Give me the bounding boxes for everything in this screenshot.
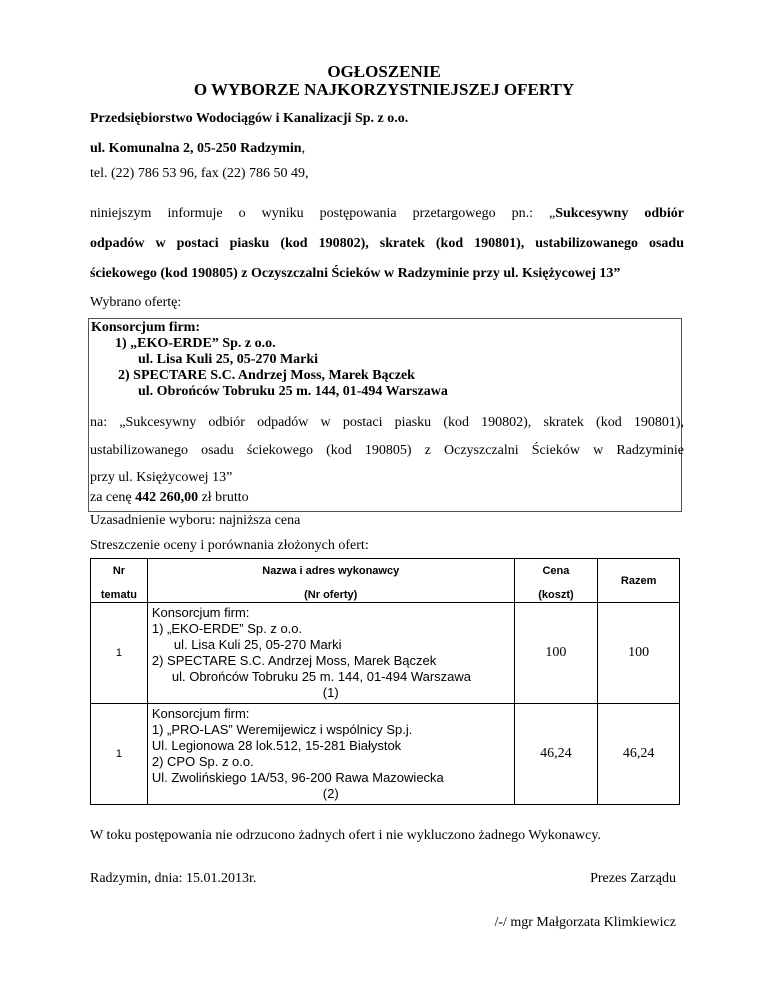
header-nr-line2: tematu	[100, 588, 137, 601]
header-name-line2: (Nr oferty)	[304, 588, 358, 601]
consortium-label: Konsorcjum firm:	[91, 320, 200, 335]
intro-line1	[90, 206, 684, 222]
comparison-table	[90, 558, 680, 805]
offer-desc-line2: ustabilizowanego osadu ściekowego (kod 190805) z Oczyszczalni Ścieków w Radzyminie	[90, 443, 684, 458]
row-price: 100	[514, 603, 598, 704]
place-date: Radzymin, dnia: 15.01.2013r.	[90, 871, 257, 886]
issuer-contact: tel. (22) 786 53 96, fax (22) 786 50 49,	[90, 166, 309, 181]
header-price-line2: (koszt)	[538, 588, 574, 601]
no-rejections-note: W toku postępowania nie odrzucono żadnych ofert i nie wykluczono żadnego Wykonawcy.	[90, 828, 601, 843]
issuer-name: Przedsiębiorstwo Wodociągów i Kanalizacji Sp. z o.o.	[90, 111, 409, 126]
offer-desc-line3: przy ul. Księżycowej 13”	[90, 470, 233, 485]
row-line: ul. Obrońców Tobruku 25 m. 144, 01-494 Warszawa	[171, 669, 472, 684]
issuer-address-suffix: ,	[301, 141, 306, 156]
row-total: 100	[598, 603, 680, 704]
intro-line2: odpadów w postaci piasku (kod 190802), skratek (kod 190801), ustabilizowanego osadu	[90, 236, 684, 251]
row-contractor	[147, 603, 514, 704]
row-line: Ul. Zwolińskiego 1A/53, 96-200 Rawa Mazowiecka	[151, 770, 444, 785]
signatory-title: Prezes Zarządu	[590, 871, 676, 886]
document-title-line1: OGŁOSZENIE	[327, 62, 441, 81]
header-nr-line1: Nr	[112, 564, 126, 577]
document-title-line2: O WYBORZE NAJKORZYSTNIEJSZEJ OFERTY	[193, 80, 575, 99]
table-row	[91, 704, 680, 805]
row-line: 1) „PRO-LAS” Weremijewicz i wspólnicy Sp.j.	[151, 722, 413, 737]
firm2-name: 2) SPECTARE S.C. Andrzej Moss, Marek Bączek	[118, 368, 415, 383]
row-price: 46,24	[514, 704, 598, 805]
row-line: Konsorcjum firm:	[151, 605, 250, 620]
row-offer-number: (2)	[322, 786, 339, 801]
row-nr: 1	[91, 704, 148, 805]
row-line: 1) „EKO-ERDE” Sp. z o.o.	[151, 621, 303, 636]
issuer-address-line	[90, 141, 305, 157]
issuer-address: ul. Komunalna 2, 05-250 Radzymin	[90, 141, 302, 156]
firm2-address: ul. Obrońców Tobruku 25 m. 144, 01-494 Warszawa	[138, 384, 448, 399]
header-total: Razem	[598, 559, 680, 603]
justification: Uzasadnienie wyboru: najniższa cena	[90, 513, 301, 528]
row-offer-number: (1)	[322, 685, 339, 700]
price-value: 442 260,00	[135, 490, 199, 505]
offer-price-line	[90, 490, 249, 506]
intro-bold: Sukcesywny odbiór	[555, 206, 684, 221]
row-line: Konsorcjum firm:	[151, 706, 250, 721]
intro-plain: niniejszym informuje o wyniku postępowania przetargowego pn.: „	[90, 206, 556, 221]
offer-desc-line1: na: „Sukcesywny odbiór odpadów w postaci piasku (kod 190802), skratek (kod 190801),	[90, 415, 684, 430]
signatory-name: /-/ mgr Małgorzata Klimkiewicz	[494, 915, 676, 930]
firm1-name: 1) „EKO-ERDE” Sp. z o.o.	[115, 336, 276, 351]
row-line: Ul. Legionowa 28 lok.512, 15-281 Białystok	[151, 738, 402, 753]
header-name	[147, 559, 514, 603]
row-nr: 1	[91, 603, 148, 704]
row-line: 2) CPO Sp. z o.o.	[151, 754, 254, 769]
row-line: ul. Lisa Kuli 25, 05-270 Marki	[173, 637, 342, 652]
summary-label: Streszczenie oceny i porównania złożonych ofert:	[90, 538, 369, 553]
row-contractor	[147, 704, 514, 805]
header-name-line1: Nazwa i adres wykonawcy	[262, 564, 400, 577]
table-header-row	[91, 559, 680, 603]
header-nr	[91, 559, 148, 603]
intro-line3: ściekowego (kod 190805) z Oczyszczalni Ścieków w Radzyminie przy ul. Księżycowej 13”	[90, 266, 621, 281]
table-row	[91, 603, 680, 704]
price-suffix: zł brutto	[198, 490, 249, 505]
row-total: 46,24	[598, 704, 680, 805]
price-prefix: za cenę	[90, 490, 136, 505]
selected-offer-label: Wybrano ofertę:	[90, 295, 182, 310]
firm1-address: ul. Lisa Kuli 25, 05-270 Marki	[138, 352, 319, 367]
header-price-line1: Cena	[542, 564, 570, 577]
row-line: 2) SPECTARE S.C. Andrzej Moss, Marek Bączek	[151, 653, 437, 668]
header-price	[514, 559, 598, 603]
